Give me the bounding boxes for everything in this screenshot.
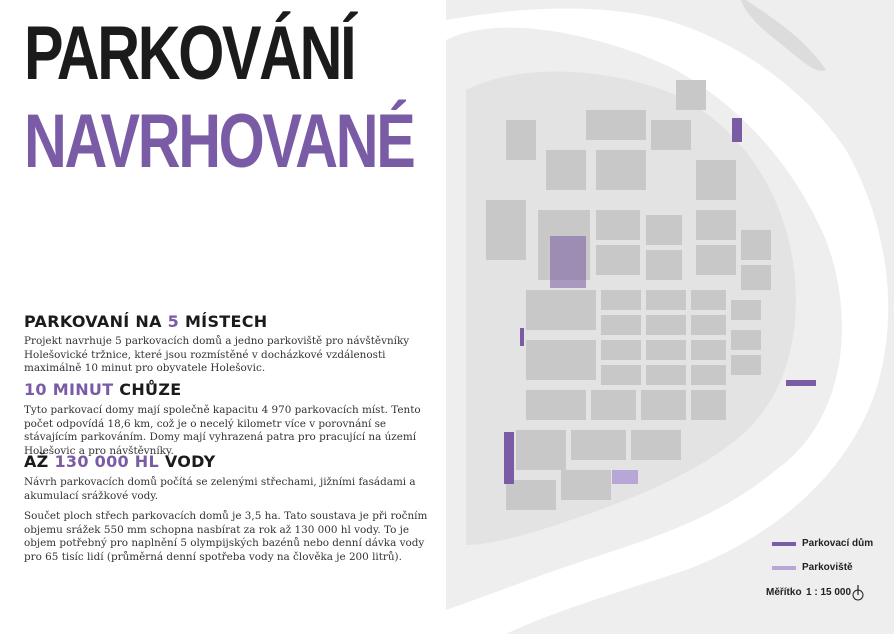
parking-house: [550, 236, 586, 288]
city-block: [506, 120, 536, 160]
city-block: [601, 340, 641, 360]
heading-text: VODY: [159, 452, 216, 471]
scale-value: 1 : 15 000: [806, 587, 852, 598]
heading-text: AŽ: [24, 452, 55, 471]
legend-label-parking-lot: Parkoviště: [802, 562, 853, 573]
parking-lot: [612, 470, 638, 484]
city-block: [596, 210, 640, 240]
city-block: [591, 390, 636, 420]
city-block: [651, 120, 691, 150]
heading-text: PARKOVANÍ NA: [24, 312, 168, 331]
city-block: [691, 390, 726, 420]
city-block: [486, 200, 526, 260]
city-block: [641, 390, 686, 420]
city-block: [646, 290, 686, 310]
city-block: [646, 365, 686, 385]
map: [446, 0, 894, 634]
city-block: [561, 470, 611, 500]
city-block: [526, 340, 596, 380]
parking-house: [786, 380, 816, 386]
scale-label: Měřítko: [766, 587, 802, 598]
city-block: [731, 330, 761, 350]
page-title-line1: PARKOVÁNÍ: [24, 11, 355, 96]
section-heading-walk: [24, 380, 181, 399]
city-block: [516, 430, 566, 470]
city-block: [601, 365, 641, 385]
city-block: [526, 390, 586, 420]
city-block: [601, 315, 641, 335]
city-block: [731, 300, 761, 320]
parking-house: [520, 328, 524, 346]
heading-text: MÍSTECH: [179, 312, 268, 331]
city-block: [696, 245, 736, 275]
heading-text: CHŮZE: [113, 380, 182, 399]
parking-house: [504, 432, 514, 484]
heading-accent: 130 000 HL: [54, 452, 159, 471]
parking-house: [732, 118, 742, 142]
section-heading-locations: [24, 312, 267, 331]
section-heading-water: [24, 452, 215, 471]
city-block: [571, 430, 626, 460]
city-block: [696, 210, 736, 240]
heading-accent: 5: [167, 312, 180, 331]
city-block: [691, 315, 726, 335]
city-block: [731, 355, 761, 375]
city-block: [596, 150, 646, 190]
city-block: [646, 315, 686, 335]
city-block: [691, 365, 726, 385]
city-block: [596, 245, 640, 275]
legend-label-parking-house: Parkovací dům: [802, 538, 874, 549]
city-block: [646, 215, 682, 245]
city-block: [741, 265, 771, 290]
city-block: [546, 150, 586, 190]
legend-swatch-parking-lot: [772, 566, 796, 570]
section-text-locations: Projekt navrhuje 5 parkovacích domů a jedno parkoviště pro návštěvníky Holešovické tržnice, které jsou rozmístěné v docházkové vzdálenosti maximálně 10 minut pro obyvatele Holešovic.: [24, 335, 410, 375]
city-block: [676, 80, 706, 110]
city-block: [586, 110, 646, 140]
city-block: [696, 160, 736, 200]
legend-swatch-parking-house: [772, 542, 796, 546]
city-block: [506, 480, 556, 510]
section-text-water-1: Návrh parkovacích domů počítá se zelenými střechami, jižními fasádami a akumulací srážkové vody.: [24, 476, 416, 502]
heading-accent: 10 MINUT: [24, 380, 114, 399]
city-block: [601, 290, 641, 310]
section-text-water-2: Součet ploch střech parkovacích domů je 3,5 ha. Tato soustava je při ročním objemu srážek 550 mm schopna nasbírat za rok až 130 000 hl vody. To je objem potřebný pro naplnění 5 olympijských bazénů nebo denní dávka vody pro 65 tisíc lidí (průměrná denní spotřeba vody na člověka je 200 litrů).: [24, 510, 428, 563]
city-block: [526, 290, 596, 330]
north-arrow-icon: [851, 584, 865, 602]
city-block: [691, 290, 726, 310]
city-block: [646, 250, 682, 280]
city-block: [646, 340, 686, 360]
section-text-walk: Tyto parkovací domy mají společně kapacitu 4 970 parkovacích míst. Tento počet odpovídá 18,6 km, což je o necelý kilometr více v porovnání se stávajícím parkováním. Domy mají vyhrazená patra pro pracující na území Holešovic a pro návštěvníky.: [24, 404, 421, 457]
city-block: [631, 430, 681, 460]
page-title-line2: NAVRHOVANÉ: [24, 99, 414, 184]
city-block: [691, 340, 726, 360]
city-block: [741, 230, 771, 260]
